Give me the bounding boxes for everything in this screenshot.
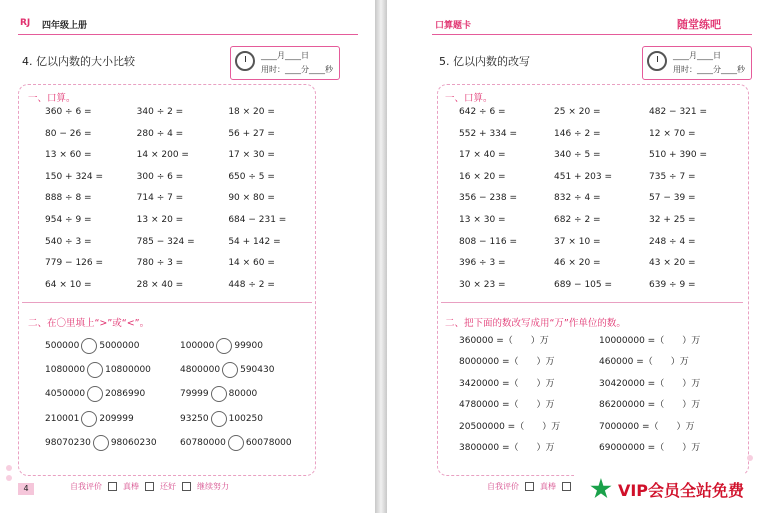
answer-circle[interactable] bbox=[228, 435, 244, 451]
calc-item: 650 ÷ 5 = bbox=[228, 171, 275, 182]
calc-item: 14 × 200 = bbox=[136, 150, 189, 161]
calc-item: 64 × 10 = bbox=[45, 279, 92, 290]
rewrite-item: 86200000 =（ ）万 bbox=[599, 400, 701, 411]
calc-item: 30 × 23 = bbox=[459, 279, 506, 290]
option-great: 真棒 bbox=[540, 482, 556, 491]
rewrite-item: 10000000 =（ ）万 bbox=[599, 336, 701, 346]
right-page bbox=[387, 0, 760, 513]
compare-item bbox=[180, 382, 315, 406]
checkbox-try[interactable] bbox=[182, 482, 191, 491]
rewrite-item: 69000000 =（ ）万 bbox=[599, 442, 701, 453]
calc-item: 714 ÷ 7 = bbox=[136, 193, 184, 204]
rewrite-item: 3800000 =（ ）万 bbox=[459, 442, 555, 453]
calc-item: 37 × 10 = bbox=[554, 236, 601, 247]
calc-item: 642 ÷ 6 = bbox=[459, 107, 506, 117]
calc-item: 808 − 116 = bbox=[459, 236, 518, 247]
decor-dot bbox=[6, 465, 12, 471]
calc-item: 32 + 25 = bbox=[649, 214, 696, 225]
calc-item: 57 − 39 = bbox=[649, 193, 696, 204]
compare-item bbox=[45, 334, 180, 358]
compare-left-number: 4050000 bbox=[45, 389, 86, 400]
compare-item bbox=[180, 431, 315, 455]
section-2-title: 二、在〇里填上“>”或“<”。 bbox=[28, 318, 150, 329]
compare-left-number: 1080000 bbox=[45, 365, 86, 376]
calc-item: 888 ÷ 8 = bbox=[45, 193, 92, 204]
compare-item bbox=[45, 358, 180, 382]
compare-right-number: 99900 bbox=[234, 341, 263, 351]
brand-label: 口算题卡 bbox=[435, 21, 472, 31]
compare-item bbox=[45, 407, 180, 431]
calc-item: 13 × 60 = bbox=[45, 150, 92, 161]
decor-dot bbox=[6, 475, 12, 481]
vip-watermark-text: VIP会员全站免费 bbox=[617, 480, 745, 500]
clock-icon bbox=[235, 51, 255, 71]
compare-left-number: 93250 bbox=[180, 413, 209, 424]
checkbox-great[interactable] bbox=[108, 482, 117, 491]
self-eval-footer bbox=[70, 481, 229, 492]
calc-item: 17 × 30 = bbox=[228, 150, 275, 161]
compare-left-number: 100000 bbox=[180, 341, 215, 351]
calc-item: 14 × 60 = bbox=[228, 258, 275, 269]
date-line: ____月____日 bbox=[673, 51, 721, 60]
compare-right-number: 2086990 bbox=[105, 389, 146, 400]
calc-item: 639 ÷ 9 = bbox=[649, 279, 696, 290]
checkbox-great[interactable] bbox=[525, 482, 534, 491]
calc-item: 80 − 26 = bbox=[45, 128, 92, 139]
rewrite-item: 30420000 =（ ）万 bbox=[599, 378, 701, 389]
option-great: 真棒 bbox=[123, 482, 139, 491]
calc-item: 684 − 231 = bbox=[228, 214, 287, 225]
calc-item: 552 + 334 = bbox=[459, 128, 518, 139]
calc-item: 46 × 20 = bbox=[554, 258, 601, 269]
book-tag: RJ bbox=[20, 18, 31, 28]
calc-item: 43 × 20 = bbox=[649, 258, 696, 269]
answer-circle[interactable] bbox=[216, 338, 232, 354]
book-grade: 四年级上册 bbox=[42, 21, 88, 31]
section-divider bbox=[441, 302, 743, 303]
lesson-title: 4. 亿以内数的大小比较 bbox=[22, 55, 135, 68]
answer-circle[interactable] bbox=[211, 386, 227, 402]
compare-right-number: 590430 bbox=[240, 365, 275, 376]
compare-left-number: 79999 bbox=[180, 389, 209, 400]
time-record-box bbox=[230, 46, 340, 80]
compare-item bbox=[45, 382, 180, 406]
calc-item: 25 × 20 = bbox=[554, 107, 601, 117]
section-1-title: 一、口算。 bbox=[28, 93, 76, 104]
vip-watermark-banner[interactable] bbox=[574, 474, 760, 504]
self-eval-label: 自我评价 bbox=[487, 482, 519, 491]
calc-item: 300 ÷ 6 = bbox=[136, 171, 184, 182]
calc-item: 360 ÷ 6 = bbox=[45, 107, 92, 117]
answer-circle[interactable] bbox=[211, 411, 227, 427]
compare-left-number: 60780000 bbox=[180, 437, 226, 448]
compare-item bbox=[180, 407, 315, 431]
calc-item: 785 − 324 = bbox=[136, 236, 195, 247]
calc-item: 340 ÷ 5 = bbox=[554, 150, 601, 161]
rewrite-grid bbox=[459, 331, 739, 459]
oral-calc-grid bbox=[459, 102, 744, 296]
calc-item: 340 ÷ 2 = bbox=[136, 107, 184, 117]
time-record-box bbox=[642, 46, 752, 80]
option-ok: 还好 bbox=[160, 482, 176, 491]
rewrite-item: 460000 =（ ）万 bbox=[599, 357, 689, 368]
compare-left-number: 500000 bbox=[45, 341, 80, 351]
self-eval-label: 自我评价 bbox=[70, 482, 102, 491]
answer-circle[interactable] bbox=[81, 338, 97, 354]
compare-right-number: 80000 bbox=[228, 389, 258, 400]
oral-calc-grid bbox=[45, 102, 320, 296]
brand-logo-text: 随堂练吧 bbox=[677, 18, 721, 31]
rewrite-item: 360000 =（ ）万 bbox=[459, 336, 549, 346]
calc-item: 482 − 321 = bbox=[649, 107, 708, 117]
calc-item: 146 ÷ 2 = bbox=[554, 128, 601, 139]
decor-dot bbox=[747, 455, 753, 461]
lesson-title: 5. 亿以内数的改写 bbox=[439, 55, 530, 68]
clock-icon bbox=[647, 51, 667, 71]
calc-item: 248 ÷ 4 = bbox=[649, 236, 696, 247]
compare-left-number: 98070230 bbox=[45, 437, 91, 448]
option-try: 继续努力 bbox=[197, 482, 229, 491]
calc-item: 18 × 20 = bbox=[228, 107, 275, 117]
section-1-title: 一、口算。 bbox=[445, 93, 493, 104]
compare-left-number: 210001 bbox=[45, 413, 80, 424]
rewrite-item: 4780000 =（ ）万 bbox=[459, 400, 555, 411]
calc-item: 280 ÷ 4 = bbox=[136, 128, 184, 139]
rewrite-item: 3420000 =（ ）万 bbox=[459, 378, 555, 389]
calc-item: 780 ÷ 3 = bbox=[136, 258, 184, 269]
answer-circle[interactable] bbox=[87, 362, 103, 378]
calc-item: 510 + 390 = bbox=[649, 150, 708, 161]
calc-item: 17 × 40 = bbox=[459, 150, 506, 161]
date-line: ____月____日 bbox=[261, 51, 309, 60]
calc-item: 396 ÷ 3 = bbox=[459, 258, 506, 269]
calc-item: 540 ÷ 3 = bbox=[45, 236, 92, 247]
header-rule bbox=[18, 34, 358, 35]
answer-circle[interactable] bbox=[87, 386, 103, 402]
compare-right-number: 10800000 bbox=[105, 365, 151, 376]
calc-item: 56 + 27 = bbox=[228, 128, 275, 139]
calc-item: 451 + 203 = bbox=[554, 171, 613, 182]
answer-circle[interactable] bbox=[93, 435, 109, 451]
left-page bbox=[0, 0, 375, 513]
compare-left-number: 4800000 bbox=[180, 365, 221, 376]
calc-item: 12 × 70 = bbox=[649, 128, 696, 139]
compare-right-number: 5000000 bbox=[99, 341, 140, 351]
answer-circle[interactable] bbox=[81, 411, 97, 427]
compare-right-number: 60078000 bbox=[245, 437, 292, 448]
checkbox-ok[interactable] bbox=[145, 482, 154, 491]
calc-item: 779 − 126 = bbox=[45, 258, 104, 269]
calc-item: 16 × 20 = bbox=[459, 171, 506, 182]
calc-item: 954 ÷ 9 = bbox=[45, 214, 92, 225]
calc-item: 54 + 142 = bbox=[228, 236, 281, 247]
compare-grid bbox=[45, 334, 315, 455]
calc-item: 13 × 30 = bbox=[459, 214, 506, 225]
calc-item: 689 − 105 = bbox=[554, 279, 613, 290]
book-gutter bbox=[375, 0, 387, 513]
header-rule bbox=[432, 34, 752, 35]
compare-right-number: 100250 bbox=[228, 413, 263, 424]
compare-item bbox=[45, 431, 180, 455]
compare-item bbox=[180, 358, 315, 382]
section-divider bbox=[22, 302, 312, 303]
calc-item: 448 ÷ 2 = bbox=[228, 279, 275, 290]
rewrite-item: 8000000 =（ ）万 bbox=[459, 357, 555, 368]
rewrite-item: 20500000 =（ ）万 bbox=[459, 421, 561, 432]
calc-item: 90 × 80 = bbox=[228, 193, 275, 204]
time-line: 用时：____分____秒 bbox=[673, 65, 745, 74]
compare-right-number: 98060230 bbox=[110, 437, 157, 448]
star-icon bbox=[590, 478, 612, 500]
calc-item: 832 ÷ 4 = bbox=[554, 193, 601, 204]
checkbox-ok[interactable] bbox=[562, 482, 571, 491]
calc-item: 356 − 238 = bbox=[459, 193, 518, 204]
calc-item: 13 × 20 = bbox=[136, 214, 184, 225]
rewrite-item: 7000000 =（ ）万 bbox=[599, 421, 695, 432]
answer-circle[interactable] bbox=[222, 362, 238, 378]
calc-item: 735 ÷ 7 = bbox=[649, 171, 696, 182]
time-line: 用时：____分____秒 bbox=[261, 65, 333, 74]
page-number: 4 bbox=[18, 483, 34, 495]
calc-item: 682 ÷ 2 = bbox=[554, 214, 601, 225]
calc-item: 28 × 40 = bbox=[136, 279, 184, 290]
section-2-title: 二、把下面的数改写成用“万”作单位的数。 bbox=[445, 318, 626, 329]
compare-item bbox=[180, 334, 315, 358]
calc-item: 150 + 324 = bbox=[45, 171, 104, 182]
compare-right-number: 209999 bbox=[99, 413, 134, 424]
